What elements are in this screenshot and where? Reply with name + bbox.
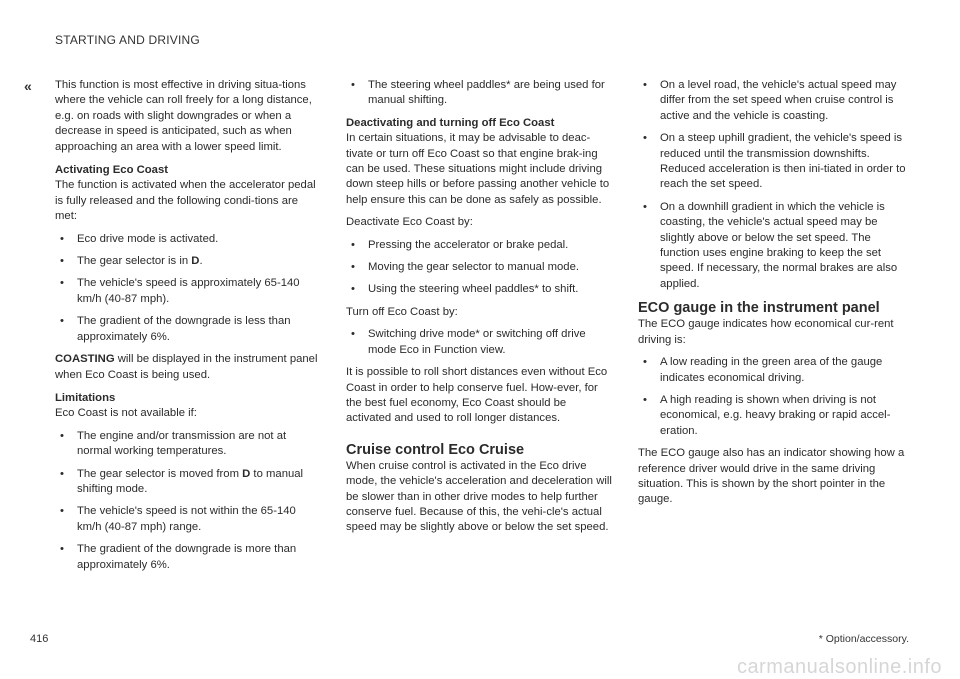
list-item <box>55 254 323 269</box>
activating-heading: Activating Eco Coast <box>55 164 168 177</box>
list-item: • On a downhill gradient in which the vehicle is coasting, the vehicle's actual speed may be slightly above or below the set speed. The function uses engine braking to keep the set speed. If necessary, the normal brakes are also applied. <box>638 200 906 292</box>
back-arrows-icon[interactable]: « <box>24 78 30 94</box>
deactivate-by: Deactivate Eco Coast by: <box>346 216 473 229</box>
paddles-list <box>346 78 614 109</box>
list-item: • Pressing the accelerator or brake pedal. <box>346 238 614 253</box>
list-item: • The vehicle's speed is approximately 65-140 km/h (40-87 mph). <box>55 276 323 307</box>
cruise-list <box>638 78 906 292</box>
turn-off-list <box>346 327 614 358</box>
deactivating-text: In certain situations, it may be advisable to deac-tivate or turn off Eco Coast so that engine brak-ing can be used. These situations might include driving down steep hills or before passing another vehicle to help ensure this can be done as safely as possible. <box>346 132 610 206</box>
lim-gear-suffix: to manual shifting mode. <box>77 467 304 495</box>
list-item: • The engine and/or transmission are not at normal working temperatures. <box>55 429 323 460</box>
list-item: • Eco drive mode is activated. <box>55 232 323 247</box>
roll-paragraph: It is possible to roll short distances even without Eco Coast in order to help conserve fuel. How-ever, for the best fuel economy, Eco Coast should be activated and used to roll longer distances. <box>346 366 608 425</box>
list-item: • The gradient of the downgrade is more than approximately 6%. <box>55 542 323 573</box>
list-item: • On a steep uphill gradient, the vehicle's speed is reduced until the transmission downshifts. Reduced acceleration is then ini-tiated in order to reach the set speed. <box>638 131 906 193</box>
list-item <box>55 467 323 498</box>
deactivating-heading: Deactivating and turning off Eco Coast <box>346 116 555 129</box>
eco-gauge-heading: ECO gauge in the instrument panel <box>638 300 880 317</box>
section-title: STARTING AND DRIVING <box>55 33 200 47</box>
page-number: 416 <box>30 633 49 645</box>
intro-paragraph: This function is most effective in driving situa-tions where the vehicle can roll freely for a long distance, e.g. on roads with slight downgrades or when a decrease in speed is anticipated, such as when approaching an area with a lower speed limit. <box>55 79 312 153</box>
list-item: • The steering wheel paddles* are being used for manual shifting. <box>346 78 614 109</box>
list-item: • Using the steering wheel paddles* to shift. <box>346 282 614 297</box>
limitations-text: Eco Coast is not available if: <box>55 407 197 420</box>
turn-off-by: Turn off Eco Coast by: <box>346 305 458 318</box>
limitations-heading: Limitations <box>55 391 116 404</box>
watermark: carmanualsonline.info <box>736 656 942 678</box>
gear-d: D <box>191 255 200 268</box>
list-item: • The vehicle's speed is not within the 65-140 km/h (40-87 mph) range. <box>55 504 323 535</box>
lim-gear-d: D <box>242 467 251 480</box>
list-item: • Switching drive mode* or switching off drive mode Eco in Function view. <box>346 327 614 358</box>
coasting-paragraph <box>55 352 323 383</box>
column-1 <box>55 78 323 580</box>
list-item: • Moving the gear selector to manual mode. <box>346 260 614 275</box>
list-item: • On a level road, the vehicle's actual speed may differ from the set speed when cruise control is active and the vehicle is coasting. <box>638 78 906 124</box>
list-item: • A high reading is shown when driving is not economical, e.g. heavy braking or rapid accel-eration. <box>638 393 906 439</box>
lim-gear-prefix: The gear selector is moved from <box>77 467 243 480</box>
deactivate-list <box>346 238 614 298</box>
eco-gauge-text: The ECO gauge indicates how economical cur-rent driving is: <box>638 318 894 346</box>
eco-gauge-list <box>638 355 906 439</box>
list-item: • The gradient of the downgrade is less than approximately 6%. <box>55 314 323 345</box>
gear-suffix: . <box>199 255 203 268</box>
column-3 <box>638 78 906 515</box>
activating-text: The function is activated when the accelerator pedal is fully released and the following condi-tions are met: <box>55 179 316 223</box>
gear-prefix: The gear selector is in <box>77 255 192 268</box>
column-2 <box>346 78 614 543</box>
coasting-text: will be displayed in the instrument panel when Eco Coast is being used. <box>55 353 318 381</box>
limitations-list <box>55 429 323 573</box>
activating-list <box>55 232 323 345</box>
footnote: * Option/accessory. <box>818 633 909 645</box>
cruise-heading: Cruise control Eco Cruise <box>346 441 525 458</box>
list-item: • A low reading in the green area of the gauge indicates economical driving. <box>638 355 906 386</box>
coasting-label: COASTING <box>55 353 115 366</box>
cruise-text: When cruise control is activated in the Eco drive mode, the vehicle's acceleration and deceleration will be slower than in other drive modes to help further conserve fuel. Because of this, the vehi-cle's actual speed may be slightly above or below the set speed. <box>346 459 612 534</box>
eco-gauge-outro: The ECO gauge also has an indicator showing how a reference driver would drive in the same driving situation. This is shown by the short pointer in the gauge. <box>638 447 905 506</box>
